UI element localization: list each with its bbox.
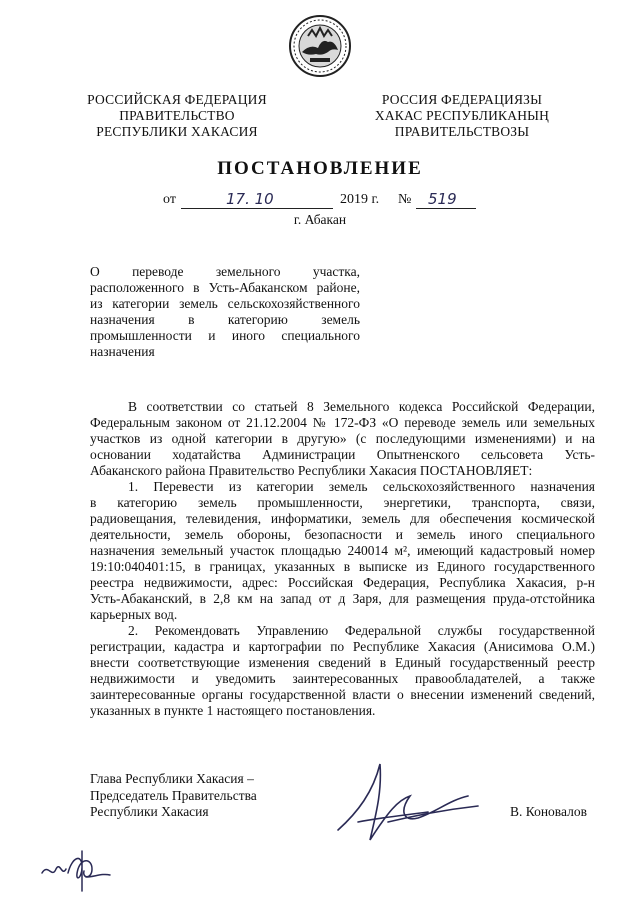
header-right-line: ПРАВИТЕЛЬСТВОЗЫ [394,124,530,139]
signatory-position-line: Республики Хакасия [90,804,209,819]
subject-line: назначения [90,344,155,359]
subject-line: промышленности и иного специального [90,328,360,343]
date-number-line [0,192,640,214]
body-line: Абаканского района Правительство Республики Хакасия ПОСТАНОВЛЯЕТ: [90,463,533,478]
subject-line: расположенного в Усть-Абаканском районе, [90,280,360,295]
body-line: назначения земельный участок площадью 240014 м², имеющий кадастровый номер [90,543,595,558]
subject-line: О переводе земельного участка, [90,264,360,279]
body-line: 19:10:040401:15, в границах, указанных в выписке из Единого государственного [90,559,595,574]
body-line: деятельности, земель обороны, безопасности и земель иного специального [90,527,595,542]
coat-of-arms-emblem [288,14,352,78]
body-line: Усть-Абаканский, в 2,8 км на запад от д Заря, для размещения пруда-отстойника [90,591,595,606]
body-line: Федеральным законом от 21.12.2004 № 172-ФЗ «О переводе земель или земельных [90,415,595,430]
body-line: недвижимости и уведомить заинтересованных правообладателей, а также [90,671,595,686]
body-line: 2. Рекомендовать Управлению Федеральной службы государственной [128,623,595,638]
number-prefix: № [398,192,412,207]
body-line: радиовещания, телевидения, информатики, земель для обеспечения космической [90,511,595,526]
header-left-line: ПРАВИТЕЛЬСТВО [119,108,235,123]
header-left-block [82,92,272,140]
signatory-position-line: Глава Республики Хакасия – [90,771,254,786]
body-line: указанных в пункте 1 настоящего постановления. [90,703,376,718]
body-line: заинтересованные органы государственной власти о внесении изменений сведений, [90,687,595,702]
body-line: В соответствии со статьей 8 Земельного кодекса Российской Федерации, [128,399,595,414]
body-line: 1. Перевести из категории земель сельскохозяйственного назначения [128,479,595,494]
header-left-line: РЕСПУБЛИКИ ХАКАСИЯ [96,124,258,139]
signatory-name: В. Коновалов [510,804,587,819]
handwritten-initials [38,843,118,895]
subject-line: из категории земель сельскохозяйственного [90,296,360,311]
body-line: в категорию земель промышленности, энергетики, транспорта, связи, [90,495,595,510]
body-line: участков из одной категории в другую» (с последующими изменениями) и на [90,431,595,446]
header-right-line: ХАКАС РЕСПУБЛИКАНЫҢ [374,108,550,123]
body-line: основании ходатайства Администрации Опытненского сельсовета Усть- [90,447,595,462]
date-prefix: от [163,192,176,207]
signatory-position [90,771,257,821]
body-line: внести соответствующие изменения сведений в Единый государственный реестр [90,655,595,670]
handwritten-signature [318,752,488,852]
body-text [90,399,595,719]
number-handwritten: 519 [428,190,457,208]
city-label: г. Абакан [293,212,347,227]
header-left-line: РОССИЙСКАЯ ФЕДЕРАЦИЯ [87,92,267,107]
document-type-title: ПОСТАНОВЛЕНИЕ [217,158,423,179]
signatory-position-line: Председатель Правительства [90,787,257,803]
body-line: регистрации, кадастра и картографии по Республике Хакасия (Анисимова О.М.) [90,639,595,654]
body-line: реестра недвижимости, адрес: Российская Федерация, Республика Хакасия, р-н [90,575,595,590]
subject-line: назначения в категорию земель [90,312,360,327]
date-handwritten: 17. 10 [226,190,274,208]
year-label: 2019 г. [340,192,380,207]
subject-block [90,264,360,360]
header-right-line: РОССИЯ ФЕДЕРАЦИЯЗЫ [381,92,543,107]
body-line: карьерных вод. [90,607,178,622]
header-right-block [352,92,572,140]
